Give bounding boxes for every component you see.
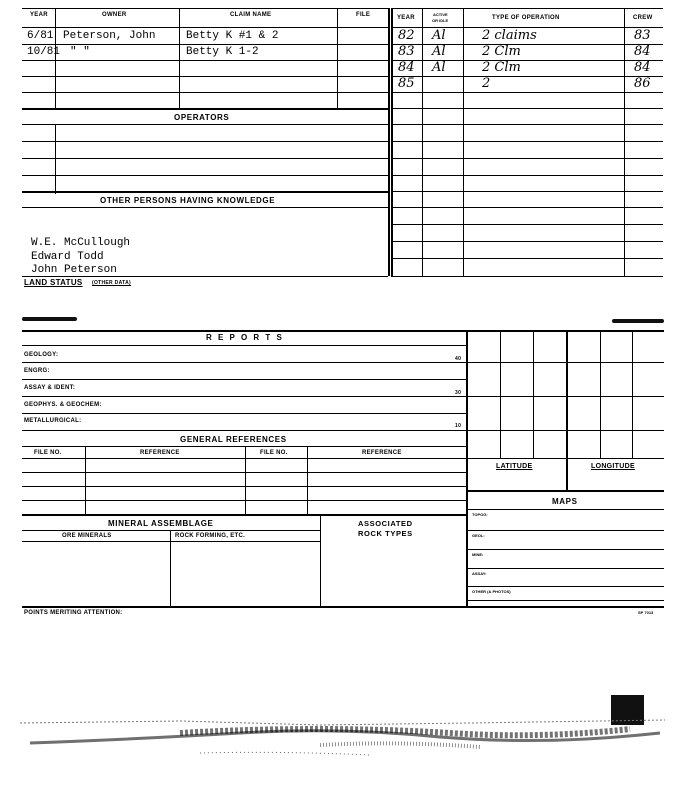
- operators-col-sep: [55, 124, 56, 194]
- gr-reference-2: REFERENCE: [362, 450, 402, 456]
- grid-h-2: [468, 396, 664, 397]
- op-row-line-8: [391, 158, 663, 159]
- header-active: ACTIVE: [433, 12, 448, 17]
- op-row-line-9: [391, 175, 663, 176]
- maps-geol: GEOL:: [472, 533, 485, 538]
- owner-table-top-border: [22, 8, 388, 9]
- maps-line-1: [468, 530, 664, 531]
- operators-line-4: [22, 175, 388, 176]
- gr-file-no-1: FILE NO.: [34, 450, 62, 456]
- gr-col-sep-3: [307, 446, 308, 514]
- maps-line-4: [468, 586, 664, 587]
- report-line-5: [22, 430, 466, 431]
- longitude-label: LONGITUDE: [591, 463, 635, 470]
- gr-file-no-2: FILE NO.: [260, 450, 288, 456]
- header-year: YEAR: [30, 12, 48, 18]
- operators-line-5: [22, 191, 388, 193]
- op-row3-year: 84: [398, 60, 415, 75]
- report-line-1: [22, 362, 466, 363]
- maps-line-5: [468, 600, 664, 601]
- points-meriting-attention: POINTS MERITING ATTENTION:: [24, 610, 123, 616]
- gr-header-line: [22, 446, 466, 447]
- op-row4-crew: 86: [634, 76, 651, 91]
- row-line-3: [22, 76, 388, 77]
- op-row4-year: 85: [398, 76, 415, 91]
- latitude-label: LATITUDE: [496, 463, 533, 470]
- gr-col-sep-1: [85, 446, 86, 514]
- row-line-1: [22, 44, 388, 45]
- land-status-label: LAND STATUS: [24, 278, 83, 287]
- gr-col-sep-2: [245, 446, 246, 514]
- header-file: FILE: [356, 12, 371, 18]
- row1-owner: Peterson, John: [63, 30, 156, 42]
- report-line-4: [22, 413, 466, 414]
- ma-right-border: [320, 514, 321, 607]
- header-right-year: YEAR: [397, 15, 415, 21]
- other-persons-line: [22, 207, 388, 208]
- grid-h-5: [468, 490, 664, 492]
- op-row-line-11: [391, 207, 663, 208]
- form-number: SP 7013: [638, 610, 654, 615]
- row2-year: 10/81: [27, 46, 61, 58]
- op-row-line-7: [391, 141, 663, 142]
- op-row2-year: 83: [398, 44, 415, 59]
- operators-line-2: [22, 141, 388, 142]
- row2-claim-name: Betty K 1-2: [186, 46, 259, 58]
- gr-bottom-line: [22, 514, 466, 516]
- report-geology-num: 40: [455, 356, 462, 362]
- op-row-line-10: [391, 191, 663, 192]
- ma-col-sep: [170, 530, 171, 607]
- maps-mine: MINE:: [472, 552, 484, 557]
- grid-v-3: [566, 330, 568, 490]
- op-row1-crew: 83: [634, 28, 651, 43]
- operators-header: OPERATORS: [174, 113, 230, 122]
- header-type-of-operation: TYPE OF OPERATION: [492, 15, 560, 21]
- op-row-line-13: [391, 241, 663, 242]
- col-sep-claim: [337, 8, 338, 108]
- col-sep-type: [624, 8, 625, 276]
- other-person-3: John Peterson: [31, 264, 117, 276]
- gr-reference-1: REFERENCE: [140, 450, 180, 456]
- op-row3-crew: 84: [634, 60, 651, 75]
- maps-assay: ASSAY:: [472, 571, 487, 576]
- gr-line-4: [22, 500, 466, 501]
- ma-header-line: [22, 530, 320, 531]
- op-row3-status: Al: [432, 60, 446, 75]
- report-line-2: [22, 379, 466, 380]
- scan-mark-left: [22, 317, 77, 321]
- op-row-line-3: [391, 76, 663, 77]
- op-row-line-15: [391, 276, 663, 277]
- row1-claim-name: Betty K #1 & 2: [186, 30, 279, 42]
- report-assay-num: 30: [455, 390, 462, 396]
- operation-table-top-border: [391, 8, 663, 9]
- rock-forming-label: ROCK FORMING, ETC.: [175, 533, 246, 539]
- scan-noise-band: [20, 715, 665, 765]
- scan-mark-right: [612, 319, 664, 323]
- report-geophys: GEOPHYS. & GEOCHEM:: [24, 402, 102, 408]
- report-metallurgical-num: 10: [455, 423, 462, 429]
- op-row2-crew: 84: [634, 44, 651, 59]
- col-sep-year: [55, 8, 56, 108]
- reports-right-border: [466, 330, 468, 607]
- mineral-assemblage-header: MINERAL ASSEMBLAGE: [108, 519, 214, 528]
- gr-line-3: [22, 486, 466, 487]
- row-line-4: [22, 92, 388, 93]
- col-sep-right-year: [422, 8, 423, 276]
- owner-table-header-line: [22, 27, 388, 28]
- gr-line-1: [22, 458, 466, 459]
- op-row-line-5: [391, 108, 663, 109]
- op-row-line-6: [391, 124, 663, 125]
- maps-header-line: [468, 509, 664, 510]
- maps-line-2: [468, 549, 664, 550]
- op-row1-status: Al: [432, 28, 446, 43]
- row-line-2: [22, 60, 388, 61]
- op-row4-type: 2: [482, 76, 491, 91]
- op-row3-type: 2 Clm: [482, 60, 521, 75]
- grid-v-4: [600, 330, 601, 458]
- associated-label: ASSOCIATED: [358, 519, 413, 528]
- reports-header: R E P O R T S: [206, 333, 284, 342]
- other-persons-header: OTHER PERSONS HAVING KNOWLEDGE: [100, 196, 276, 205]
- maps-other: OTHER (& PHOTOS): [472, 589, 511, 594]
- op-row-line-14: [391, 258, 663, 259]
- maps-line-3: [468, 568, 664, 569]
- grid-v-1: [500, 330, 501, 458]
- op-row2-type: 2 Clm: [482, 44, 521, 59]
- grid-v-5: [632, 330, 633, 458]
- header-claim-name: CLAIM NAME: [230, 12, 272, 18]
- maps-header: MAPS: [552, 497, 578, 506]
- ma-subheader-line: [22, 541, 320, 542]
- op-row1-type: 2 claims: [482, 28, 537, 43]
- reports-header-line: [22, 345, 466, 346]
- header-crew: CREW: [633, 15, 653, 21]
- operation-table-left-border: [391, 8, 393, 276]
- report-line-3: [22, 396, 466, 397]
- header-owner: OWNER: [102, 12, 127, 18]
- col-sep-owner: [179, 8, 180, 108]
- operators-line-3: [22, 158, 388, 159]
- other-persons-bottom: [22, 276, 388, 277]
- row-line-5: [22, 108, 388, 110]
- op-row1-year: 82: [398, 28, 415, 43]
- report-assay: ASSAY & IDENT:: [24, 385, 76, 391]
- grid-v-2: [533, 330, 534, 458]
- ore-minerals-label: ORE MINERALS: [62, 533, 112, 539]
- grid-h-1: [468, 362, 664, 363]
- report-metallurgical: METALLURGICAL:: [24, 418, 82, 424]
- col-sep-active: [463, 8, 464, 276]
- row2-owner: " ": [70, 46, 90, 58]
- op-row-line-4: [391, 92, 663, 93]
- ma-bottom-line: [22, 606, 664, 608]
- general-references-header: GENERAL REFERENCES: [180, 435, 287, 444]
- row1-year: 6/81: [27, 30, 54, 42]
- op-row2-status: Al: [432, 44, 446, 59]
- report-geology: GEOLOGY:: [24, 352, 59, 358]
- other-person-2: Edward Todd: [31, 251, 104, 263]
- report-engrg: ENGRG:: [24, 368, 50, 374]
- rock-types-label: ROCK TYPES: [358, 529, 413, 538]
- grid-h-4: [468, 458, 664, 459]
- gr-line-2: [22, 472, 466, 473]
- owner-table-right-border: [388, 8, 390, 276]
- op-row-line-12: [391, 224, 663, 225]
- header-or-idle: OR IDLE: [432, 18, 449, 23]
- land-status-sub: (OTHER DATA): [92, 280, 131, 286]
- maps-topog: TOPOG:: [472, 512, 488, 517]
- other-person-1: W.E. McCullough: [31, 237, 131, 249]
- grid-h-3: [468, 430, 664, 431]
- operators-line-1: [22, 124, 388, 125]
